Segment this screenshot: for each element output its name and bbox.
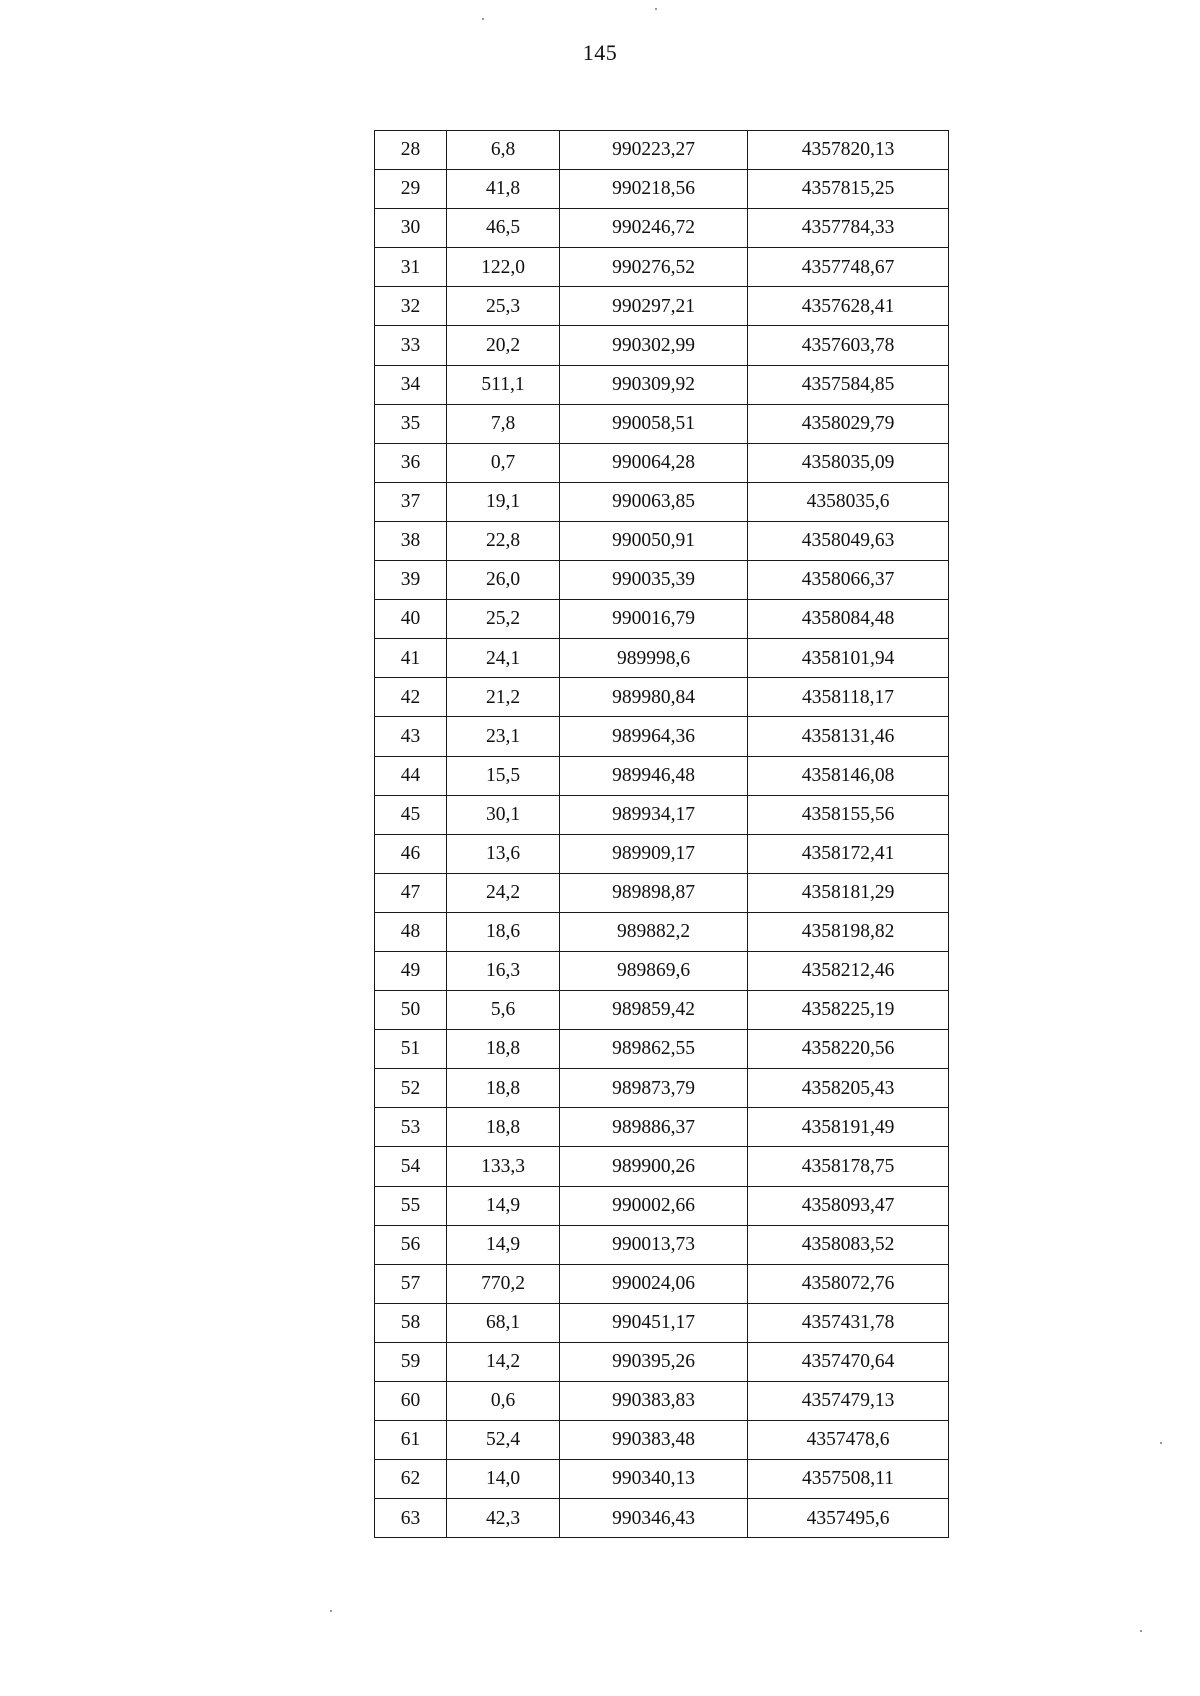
y-coordinate-cell: 4357584,85 — [748, 365, 949, 404]
x-coordinate-cell: 989859,42 — [560, 991, 748, 1030]
x-coordinate-cell: 990064,28 — [560, 443, 748, 482]
table-row — [375, 1264, 949, 1303]
point-number-cell: 55 — [375, 1186, 447, 1225]
length-cell: 46,5 — [447, 209, 560, 248]
y-coordinate-cell: 4358198,82 — [748, 912, 949, 951]
y-coordinate-cell: 4358066,37 — [748, 561, 949, 600]
table-row — [375, 1069, 949, 1108]
length-cell: 19,1 — [447, 482, 560, 521]
x-coordinate-cell: 990395,26 — [560, 1342, 748, 1381]
y-coordinate-cell: 4358146,08 — [748, 756, 949, 795]
point-number-cell: 33 — [375, 326, 447, 365]
length-cell: 14,2 — [447, 1342, 560, 1381]
table-row — [375, 404, 949, 443]
x-coordinate-cell: 990223,27 — [560, 131, 748, 170]
point-number-cell: 34 — [375, 365, 447, 404]
x-coordinate-cell: 989980,84 — [560, 678, 748, 717]
table-row — [375, 717, 949, 756]
table-row — [375, 365, 949, 404]
x-coordinate-cell: 990451,17 — [560, 1303, 748, 1342]
length-cell: 18,8 — [447, 1069, 560, 1108]
length-cell: 20,2 — [447, 326, 560, 365]
x-coordinate-cell: 989882,2 — [560, 912, 748, 951]
x-coordinate-cell: 989873,79 — [560, 1069, 748, 1108]
table-row — [375, 131, 949, 170]
y-coordinate-cell: 4358101,94 — [748, 639, 949, 678]
length-cell: 0,6 — [447, 1382, 560, 1421]
coordinates-table — [374, 130, 949, 1538]
y-coordinate-cell: 4358035,6 — [748, 482, 949, 521]
x-coordinate-cell: 990383,83 — [560, 1382, 748, 1421]
x-coordinate-cell: 989898,87 — [560, 873, 748, 912]
length-cell: 25,3 — [447, 287, 560, 326]
y-coordinate-cell: 4357431,78 — [748, 1303, 949, 1342]
y-coordinate-cell: 4358212,46 — [748, 951, 949, 990]
y-coordinate-cell: 4358083,52 — [748, 1225, 949, 1264]
length-cell: 18,6 — [447, 912, 560, 951]
table-row — [375, 1421, 949, 1460]
table-row — [375, 443, 949, 482]
y-coordinate-cell: 4358191,49 — [748, 1108, 949, 1147]
x-coordinate-cell: 990246,72 — [560, 209, 748, 248]
length-cell: 26,0 — [447, 561, 560, 600]
point-number-cell: 61 — [375, 1421, 447, 1460]
point-number-cell: 52 — [375, 1069, 447, 1108]
length-cell: 0,7 — [447, 443, 560, 482]
table-row — [375, 326, 949, 365]
point-number-cell: 36 — [375, 443, 447, 482]
y-coordinate-cell: 4358118,17 — [748, 678, 949, 717]
point-number-cell: 59 — [375, 1342, 447, 1381]
scan-speck — [482, 18, 484, 20]
table-row — [375, 795, 949, 834]
table-row — [375, 287, 949, 326]
x-coordinate-cell: 989869,6 — [560, 951, 748, 990]
x-coordinate-cell: 990340,13 — [560, 1460, 748, 1499]
point-number-cell: 56 — [375, 1225, 447, 1264]
x-coordinate-cell: 990050,91 — [560, 521, 748, 560]
x-coordinate-cell: 990063,85 — [560, 482, 748, 521]
y-coordinate-cell: 4357815,25 — [748, 170, 949, 209]
page-number: 145 — [582, 40, 618, 65]
point-number-cell: 57 — [375, 1264, 447, 1303]
point-number-cell: 58 — [375, 1303, 447, 1342]
length-cell: 25,2 — [447, 600, 560, 639]
x-coordinate-cell: 990346,43 — [560, 1499, 748, 1538]
y-coordinate-cell: 4358205,43 — [748, 1069, 949, 1108]
y-coordinate-cell: 4358029,79 — [748, 404, 949, 443]
x-coordinate-cell: 989998,6 — [560, 639, 748, 678]
y-coordinate-cell: 4357603,78 — [748, 326, 949, 365]
length-cell: 14,9 — [447, 1225, 560, 1264]
x-coordinate-cell: 990297,21 — [560, 287, 748, 326]
y-coordinate-cell: 4358072,76 — [748, 1264, 949, 1303]
y-coordinate-cell: 4358181,29 — [748, 873, 949, 912]
length-cell: 42,3 — [447, 1499, 560, 1538]
point-number-cell: 38 — [375, 521, 447, 560]
table-row — [375, 678, 949, 717]
scan-speck — [655, 8, 657, 10]
table-row — [375, 170, 949, 209]
length-cell: 68,1 — [447, 1303, 560, 1342]
length-cell: 18,8 — [447, 1030, 560, 1069]
table-row — [375, 991, 949, 1030]
x-coordinate-cell: 990024,06 — [560, 1264, 748, 1303]
length-cell: 18,8 — [447, 1108, 560, 1147]
point-number-cell: 47 — [375, 873, 447, 912]
y-coordinate-cell: 4358225,19 — [748, 991, 949, 1030]
length-cell: 511,1 — [447, 365, 560, 404]
y-coordinate-cell: 4357820,13 — [748, 131, 949, 170]
table-row — [375, 1147, 949, 1186]
length-cell: 6,8 — [447, 131, 560, 170]
table-row — [375, 834, 949, 873]
scan-speck — [1160, 1442, 1162, 1444]
x-coordinate-cell: 989900,26 — [560, 1147, 748, 1186]
x-coordinate-cell: 990016,79 — [560, 600, 748, 639]
coordinates-table-body — [375, 131, 949, 1538]
x-coordinate-cell: 990013,73 — [560, 1225, 748, 1264]
length-cell: 7,8 — [447, 404, 560, 443]
y-coordinate-cell: 4358172,41 — [748, 834, 949, 873]
y-coordinate-cell: 4357470,64 — [748, 1342, 949, 1381]
scan-speck — [1140, 1630, 1142, 1632]
length-cell: 41,8 — [447, 170, 560, 209]
point-number-cell: 37 — [375, 482, 447, 521]
y-coordinate-cell: 4357478,6 — [748, 1421, 949, 1460]
point-number-cell: 41 — [375, 639, 447, 678]
x-coordinate-cell: 990218,56 — [560, 170, 748, 209]
y-coordinate-cell: 4357628,41 — [748, 287, 949, 326]
length-cell: 24,2 — [447, 873, 560, 912]
length-cell: 23,1 — [447, 717, 560, 756]
point-number-cell: 63 — [375, 1499, 447, 1538]
point-number-cell: 45 — [375, 795, 447, 834]
table-row — [375, 1030, 949, 1069]
x-coordinate-cell: 989909,17 — [560, 834, 748, 873]
y-coordinate-cell: 4358220,56 — [748, 1030, 949, 1069]
x-coordinate-cell: 989946,48 — [560, 756, 748, 795]
length-cell: 21,2 — [447, 678, 560, 717]
point-number-cell: 43 — [375, 717, 447, 756]
point-number-cell: 46 — [375, 834, 447, 873]
length-cell: 13,6 — [447, 834, 560, 873]
x-coordinate-cell: 989862,55 — [560, 1030, 748, 1069]
table-row — [375, 873, 949, 912]
length-cell: 16,3 — [447, 951, 560, 990]
length-cell: 14,0 — [447, 1460, 560, 1499]
scan-speck — [330, 1610, 332, 1612]
table-row — [375, 1342, 949, 1381]
y-coordinate-cell: 4358131,46 — [748, 717, 949, 756]
x-coordinate-cell: 990309,92 — [560, 365, 748, 404]
table-row — [375, 1303, 949, 1342]
point-number-cell: 49 — [375, 951, 447, 990]
length-cell: 14,9 — [447, 1186, 560, 1225]
table-row — [375, 1108, 949, 1147]
length-cell: 30,1 — [447, 795, 560, 834]
table-row — [375, 1382, 949, 1421]
point-number-cell: 42 — [375, 678, 447, 717]
x-coordinate-cell: 990058,51 — [560, 404, 748, 443]
y-coordinate-cell: 4357479,13 — [748, 1382, 949, 1421]
table-row — [375, 209, 949, 248]
table-row — [375, 639, 949, 678]
point-number-cell: 62 — [375, 1460, 447, 1499]
x-coordinate-cell: 990002,66 — [560, 1186, 748, 1225]
table-row — [375, 1186, 949, 1225]
y-coordinate-cell: 4358035,09 — [748, 443, 949, 482]
point-number-cell: 51 — [375, 1030, 447, 1069]
table-row — [375, 600, 949, 639]
length-cell: 52,4 — [447, 1421, 560, 1460]
point-number-cell: 35 — [375, 404, 447, 443]
point-number-cell: 30 — [375, 209, 447, 248]
x-coordinate-cell: 990276,52 — [560, 248, 748, 287]
table-row — [375, 248, 949, 287]
length-cell: 22,8 — [447, 521, 560, 560]
table-row — [375, 521, 949, 560]
table-row — [375, 1225, 949, 1264]
y-coordinate-cell: 4358093,47 — [748, 1186, 949, 1225]
y-coordinate-cell: 4357748,67 — [748, 248, 949, 287]
y-coordinate-cell: 4358178,75 — [748, 1147, 949, 1186]
table-row — [375, 951, 949, 990]
point-number-cell: 31 — [375, 248, 447, 287]
x-coordinate-cell: 990035,39 — [560, 561, 748, 600]
point-number-cell: 28 — [375, 131, 447, 170]
y-coordinate-cell: 4358084,48 — [748, 600, 949, 639]
table-row — [375, 756, 949, 795]
y-coordinate-cell: 4358049,63 — [748, 521, 949, 560]
x-coordinate-cell: 989886,37 — [560, 1108, 748, 1147]
point-number-cell: 44 — [375, 756, 447, 795]
length-cell: 5,6 — [447, 991, 560, 1030]
y-coordinate-cell: 4357784,33 — [748, 209, 949, 248]
length-cell: 24,1 — [447, 639, 560, 678]
x-coordinate-cell: 989934,17 — [560, 795, 748, 834]
point-number-cell: 54 — [375, 1147, 447, 1186]
point-number-cell: 29 — [375, 170, 447, 209]
x-coordinate-cell: 989964,36 — [560, 717, 748, 756]
table-row — [375, 1460, 949, 1499]
length-cell: 122,0 — [447, 248, 560, 287]
length-cell: 770,2 — [447, 1264, 560, 1303]
point-number-cell: 32 — [375, 287, 447, 326]
table-row — [375, 561, 949, 600]
length-cell: 133,3 — [447, 1147, 560, 1186]
point-number-cell: 40 — [375, 600, 447, 639]
y-coordinate-cell: 4357508,11 — [748, 1460, 949, 1499]
table-row — [375, 1499, 949, 1538]
point-number-cell: 50 — [375, 991, 447, 1030]
point-number-cell: 60 — [375, 1382, 447, 1421]
table-row — [375, 912, 949, 951]
point-number-cell: 48 — [375, 912, 447, 951]
x-coordinate-cell: 990383,48 — [560, 1421, 748, 1460]
x-coordinate-cell: 990302,99 — [560, 326, 748, 365]
point-number-cell: 53 — [375, 1108, 447, 1147]
point-number-cell: 39 — [375, 561, 447, 600]
table-row — [375, 482, 949, 521]
y-coordinate-cell: 4358155,56 — [748, 795, 949, 834]
y-coordinate-cell: 4357495,6 — [748, 1499, 949, 1538]
length-cell: 15,5 — [447, 756, 560, 795]
